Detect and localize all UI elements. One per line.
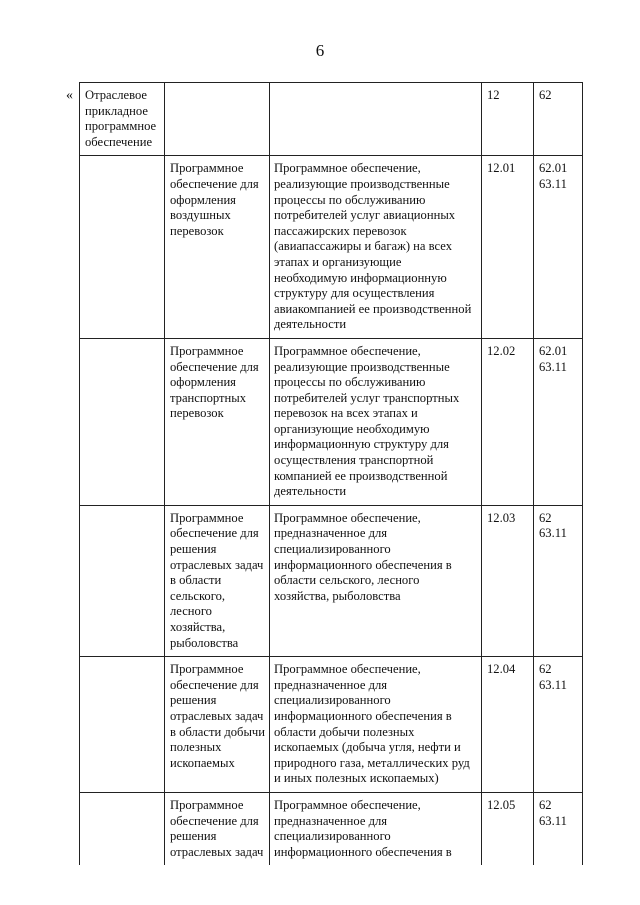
code-cell: 12.03 (482, 505, 534, 656)
table-row (80, 338, 583, 505)
description-cell: Программное обеспечение, предназначенное для специализированного информационного обеспечения в области сельского, лесного хозяйства, рыболовства (270, 505, 482, 656)
page-number: 6 (315, 41, 325, 60)
table-row (80, 83, 583, 156)
name-cell: Программное обеспечение для оформления транспортных перевозок (165, 338, 270, 505)
code-cell: 12 (482, 83, 534, 156)
okved-cell: 62 (534, 83, 583, 156)
category-cell (80, 505, 165, 656)
table-row (80, 792, 583, 865)
okved-cell: 62.01 63.11 (534, 338, 583, 505)
okved-cell: 62.01 63.11 (534, 156, 583, 339)
okved-cell: 62 63.11 (534, 505, 583, 656)
table-row (80, 505, 583, 656)
description-cell: Программное обеспечение, предназначенное для специализированного информационного обеспечения в области добычи полезных ископаемых (добыча угля, нефти и природного газа, металлических руд и иных полезных ископаемых) (270, 657, 482, 793)
software-classification-table (79, 82, 583, 865)
description-cell: Программное обеспечение, реализующие производственные процессы по обслуживанию потребителей услуг транспортных перевозок на всех этапах и организующие необходимую информационную структуру для осуществления транспортной компанией ее производственной деятельности (270, 338, 482, 505)
name-cell (165, 83, 270, 156)
category-cell: Отраслевое прикладное программное обеспечение (80, 83, 165, 156)
code-cell: 12.05 (482, 792, 534, 865)
category-cell (80, 338, 165, 505)
description-cell: Программное обеспечение, предназначенное для специализированного информационного обеспечения в (270, 792, 482, 865)
name-cell: Программное обеспечение для решения отраслевых задач (165, 792, 270, 865)
code-cell: 12.02 (482, 338, 534, 505)
table-row (80, 657, 583, 793)
category-cell (80, 156, 165, 339)
code-cell: 12.01 (482, 156, 534, 339)
category-cell (80, 792, 165, 865)
table-row (80, 156, 583, 339)
opening-quote-mark: « (66, 88, 73, 103)
name-cell: Программное обеспечение для решения отраслевых задач в области сельского, лесного хозяйства, рыболовства (165, 505, 270, 656)
name-cell: Программное обеспечение для оформления воздушных перевозок (165, 156, 270, 339)
code-cell: 12.04 (482, 657, 534, 793)
description-cell: Программное обеспечение, реализующие производственные процессы по обслуживанию потребителей услуг авиационных пассажирских перевозок (авиапассажиры и багаж) на всех этапах и организующие необходимую информационную структуру для осуществления авиакомпанией ее производственной деятельности (270, 156, 482, 339)
table-body (80, 83, 583, 866)
name-cell: Программное обеспечение для решения отраслевых задач в области добычи полезных ископаемых (165, 657, 270, 793)
okved-cell: 62 63.11 (534, 792, 583, 865)
category-cell (80, 657, 165, 793)
okved-cell: 62 63.11 (534, 657, 583, 793)
description-cell (270, 83, 482, 156)
